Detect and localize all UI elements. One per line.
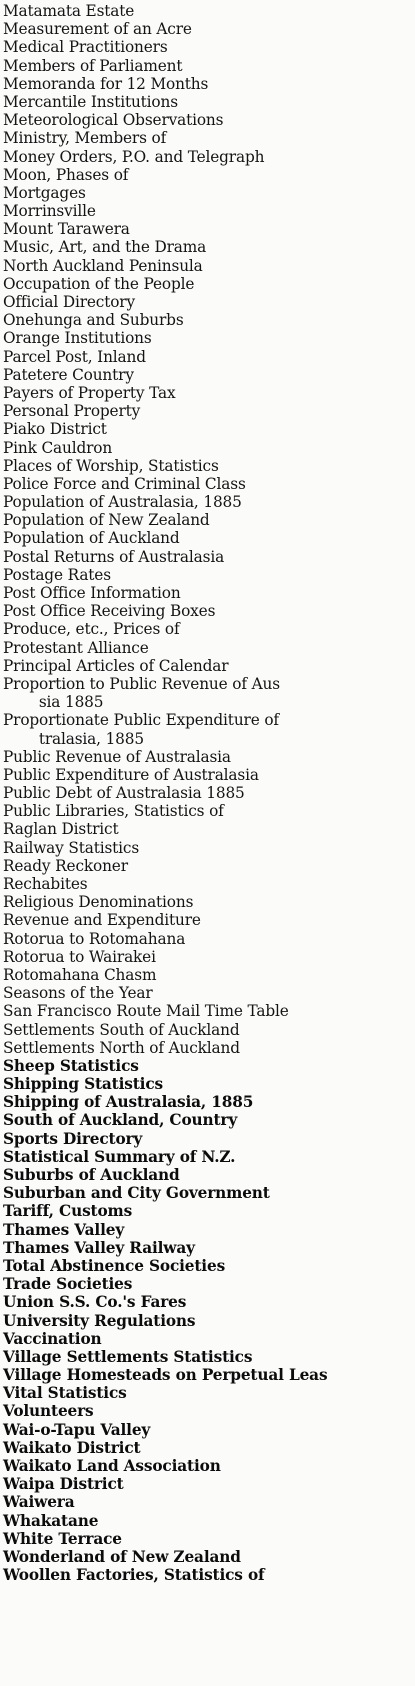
index-entry: Protestant Alliance (3, 638, 149, 657)
index-entry: Postage Rates (3, 565, 111, 584)
index-entry: Produce, etc., Prices of (3, 620, 180, 639)
index-entry: Raglan District (3, 820, 119, 839)
index-entry: Occupation of the People (3, 274, 195, 293)
index-entry: Pink Cauldron (3, 438, 113, 457)
index-entry: Rotomahana Chasm (3, 965, 157, 984)
index-entry: tralasia, 1885 (38, 729, 144, 748)
index-entry: Trade Societies (3, 1275, 133, 1294)
index-entry: Mortgages (3, 183, 86, 202)
index-entry: White Terrace (3, 1529, 122, 1548)
index-entry: Public Expenditure of Australasia (3, 765, 259, 784)
index-entry: Rotorua to Wairakei (3, 947, 156, 966)
index-entry: Mount Tarawera (3, 220, 130, 239)
index-entry: Onehunga and Suburbs (3, 311, 184, 330)
index-entry: Thames Valley Railway (3, 1238, 195, 1257)
index-entry: Sports Directory (3, 1129, 143, 1148)
index-entry: Volunteers (3, 1402, 94, 1421)
index-entry: Waipa District (3, 1475, 124, 1494)
index-entry: Proportionate Public Expenditure of (3, 711, 279, 730)
index-entry: Settlements North of Auckland (3, 1038, 240, 1057)
index-entry: Money Orders, P.O. and Telegraph (3, 147, 265, 166)
index-entry: North Auckland Peninsula (3, 256, 203, 275)
index-entry: Postal Returns of Australasia (3, 547, 225, 566)
index-entry: Music, Art, and the Drama (3, 238, 207, 257)
index-entry: Post Office Receiving Boxes (3, 602, 216, 621)
index-entry: Personal Property (3, 402, 141, 421)
index-entry: Suburban and City Government (3, 1184, 270, 1203)
index-entry: Woollen Factories, Statistics of (3, 1566, 265, 1585)
index-entry: South of Auckland, Country (3, 1111, 238, 1130)
index-entry: Ministry, Members of (3, 129, 167, 148)
index-entry: Medical Practitioners (3, 38, 168, 57)
index-entry: Measurement of an Acre (3, 20, 192, 39)
index-entry: Statistical Summary of N.Z. (3, 1147, 236, 1166)
index-entry: Suburbs of Auckland (3, 1166, 180, 1184)
index-entry: Orange Institutions (3, 329, 152, 348)
index-entry: Public Libraries, Statistics of (3, 802, 224, 821)
index-entry: University Regulations (3, 1311, 196, 1330)
index-entry: San Francisco Route Mail Time Table (3, 1002, 289, 1021)
index-entry: Post Office Information (3, 584, 181, 602)
index-entry: Thames Valley (3, 1220, 125, 1239)
index-entry: Village Settlements Statistics (3, 1347, 253, 1366)
index-entry: Whakatane (3, 1511, 99, 1530)
index-entry: Total Abstinence Societies (3, 1256, 226, 1275)
index-entry: Public Revenue of Australasia (3, 747, 231, 766)
index-entry: Public Debt of Australasia 1885 (3, 784, 245, 803)
index-entry: Population of Australasia, 1885 (3, 493, 242, 512)
index-entry: Vaccination (3, 1329, 102, 1348)
index-entry: Waikato Land Association (3, 1457, 221, 1475)
index-entry: Members of Parliament (3, 56, 183, 75)
index-entry: Tariff, Customs (3, 1202, 133, 1221)
index-entry: Police Force and Criminal Class (3, 474, 246, 493)
index-entry: Piako District (3, 420, 107, 439)
index-entry: Morrinsville (3, 202, 96, 221)
index-entry: Seasons of the Year (3, 984, 153, 1003)
index-entry: Meteorological Observations (3, 111, 224, 130)
index-entry: Revenue and Expenditure (3, 911, 201, 930)
index-entry: Rechabites (3, 875, 88, 893)
index-entry: sia 1885 (38, 693, 104, 712)
index-entry: Matamata Estate (3, 2, 135, 20)
index-entry: Moon, Phases of (3, 165, 129, 184)
index-entry: Payers of Property Tax (3, 383, 176, 402)
index-entry: Official Directory (3, 293, 135, 311)
index-entry: Settlements South of Auckland (3, 1020, 240, 1039)
index-entry: Memoranda for 12 Months (3, 74, 209, 93)
index-entry: Population of New Zealand (3, 511, 210, 530)
index-entry: Mercantile Institutions (3, 92, 178, 111)
index-entry: Vital Statistics (3, 1384, 127, 1403)
index-entry: Patetere Country (3, 365, 134, 384)
index-entry: Religious Denominations (3, 893, 194, 912)
index-entry: Ready Reckoner (3, 856, 128, 875)
index-entry: Village Homesteads on Perpetual Leas (3, 1366, 328, 1385)
index-entry: Wonderland of New Zealand (3, 1547, 241, 1566)
index-entry: Parcel Post, Inland (3, 347, 146, 366)
index-entry: Wai-o-Tapu Valley (3, 1420, 151, 1439)
index-entry: Sheep Statistics (3, 1056, 139, 1075)
index-entry: Shipping Statistics (3, 1075, 163, 1094)
index-entry: Population of Auckland (3, 529, 180, 548)
index-entry: Principal Articles of Calendar (3, 656, 229, 675)
index-entry: Union S.S. Co.'s Fares (3, 1293, 187, 1312)
index-entry: Waiwera (3, 1493, 75, 1512)
index-entry: Shipping of Australasia, 1885 (3, 1093, 254, 1112)
index-entry: Proportion to Public Revenue of Aus (3, 674, 280, 693)
index-entry: Waikato District (3, 1438, 141, 1457)
index-entry: Railway Statistics (3, 838, 140, 857)
index-entry: Rotorua to Rotomahana (3, 929, 186, 948)
index-entry: Places of Worship, Statistics (3, 456, 219, 475)
